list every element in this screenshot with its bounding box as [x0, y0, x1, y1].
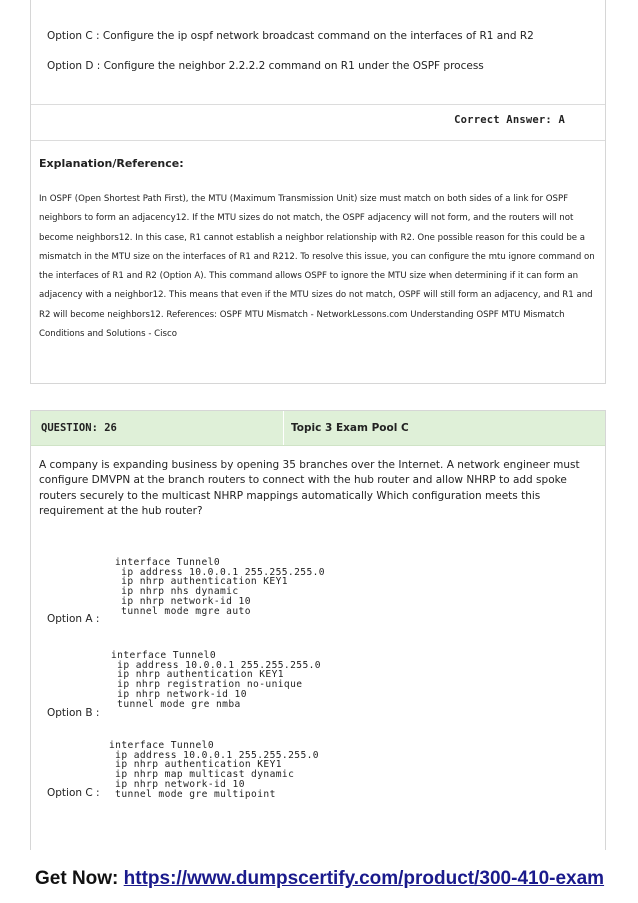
option-a-label: Option A : [47, 613, 100, 625]
divider [31, 140, 605, 141]
explanation-title: Explanation/Reference: [39, 157, 184, 170]
option-b-label: Option B : [47, 707, 100, 719]
footer-promo [35, 868, 604, 890]
question-text: A company is expanding business by opening 35 branches over the Internet. A network engineer must configure DMVPN at the branch routers to connect with the hub router and allow NHRP to add spoke routers securely to the multicast NHRP mappings automatically Which configuration meets this requirement at the hub router? [39, 459, 580, 517]
option-a-config-image: interface Tunnel0 ip address 10.0.0.1 255.255.255.0 ip nhrp authentication KEY1 ip nhrp nhs dynamic ip nhrp network-id 10 tunnel mode mgre auto [115, 557, 325, 617]
previous-question-card [30, 0, 606, 384]
option-c-label: Option C : [47, 787, 100, 799]
correct-answer: Correct Answer: A [454, 114, 565, 126]
option-c-config-image: interface Tunnel0 ip address 10.0.0.1 255.255.255.0 ip nhrp authentication KEY1 ip nhrp map multicast dynamic ip nhrp network-id 10 tunnel mode gre multipoint [109, 740, 319, 800]
option-b-config-image: interface Tunnel0 ip address 10.0.0.1 255.255.255.0 ip nhrp authentication KEY1 ip nhrp registration no-unique ip nhrp network-id 10 tunnel mode gre nmba [111, 650, 321, 710]
footer-prefix: Get Now: [35, 868, 124, 889]
divider [31, 104, 605, 105]
explanation-text: In OSPF (Open Shortest Path First), the MTU (Maximum Transmission Unit) size must match on both sides of a link for OSPF neighbors to form an adjacency12. If the MTU sizes do not match, the OSPF adjacency will not form, and the routers will not become neighbors12. In this case, R1 cannot establish a neighbor relationship with R2. One possible reason for this could be a mismatch in the MTU size on the interfaces of R1 and R212. To resolve this issue, you can configure the mtu ignore command on the interfaces of R1 and R2 (Option A). This command allows OSPF to ignore the MTU size when determining if it can form an adjacency with a neighbor12. This means that even if the MTU sizes do not match, OSPF will still form an adjacency, and R1 and R2 will become neighbors12. References: OSPF MTU Mismatch - NetworkLessons.com Understanding OSPF MTU Mismatch Conditions and Solutions - Cisco [39, 194, 595, 340]
footer-link[interactable]: https://www.dumpscertify.com/product/300-410-exam [123, 868, 605, 889]
question-topic: Topic 3 Exam Pool C [291, 422, 409, 434]
option-c-text: Option C : Configure the ip ospf network broadcast command on the interfaces of R1 and R2 [47, 30, 534, 42]
question-card [30, 410, 606, 850]
header-divider [283, 411, 284, 445]
option-d-text: Option D : Configure the neighbor 2.2.2.2 command on R1 under the OSPF process [47, 60, 484, 72]
question-number: QUESTION: 26 [41, 422, 117, 434]
question-header [31, 411, 605, 446]
